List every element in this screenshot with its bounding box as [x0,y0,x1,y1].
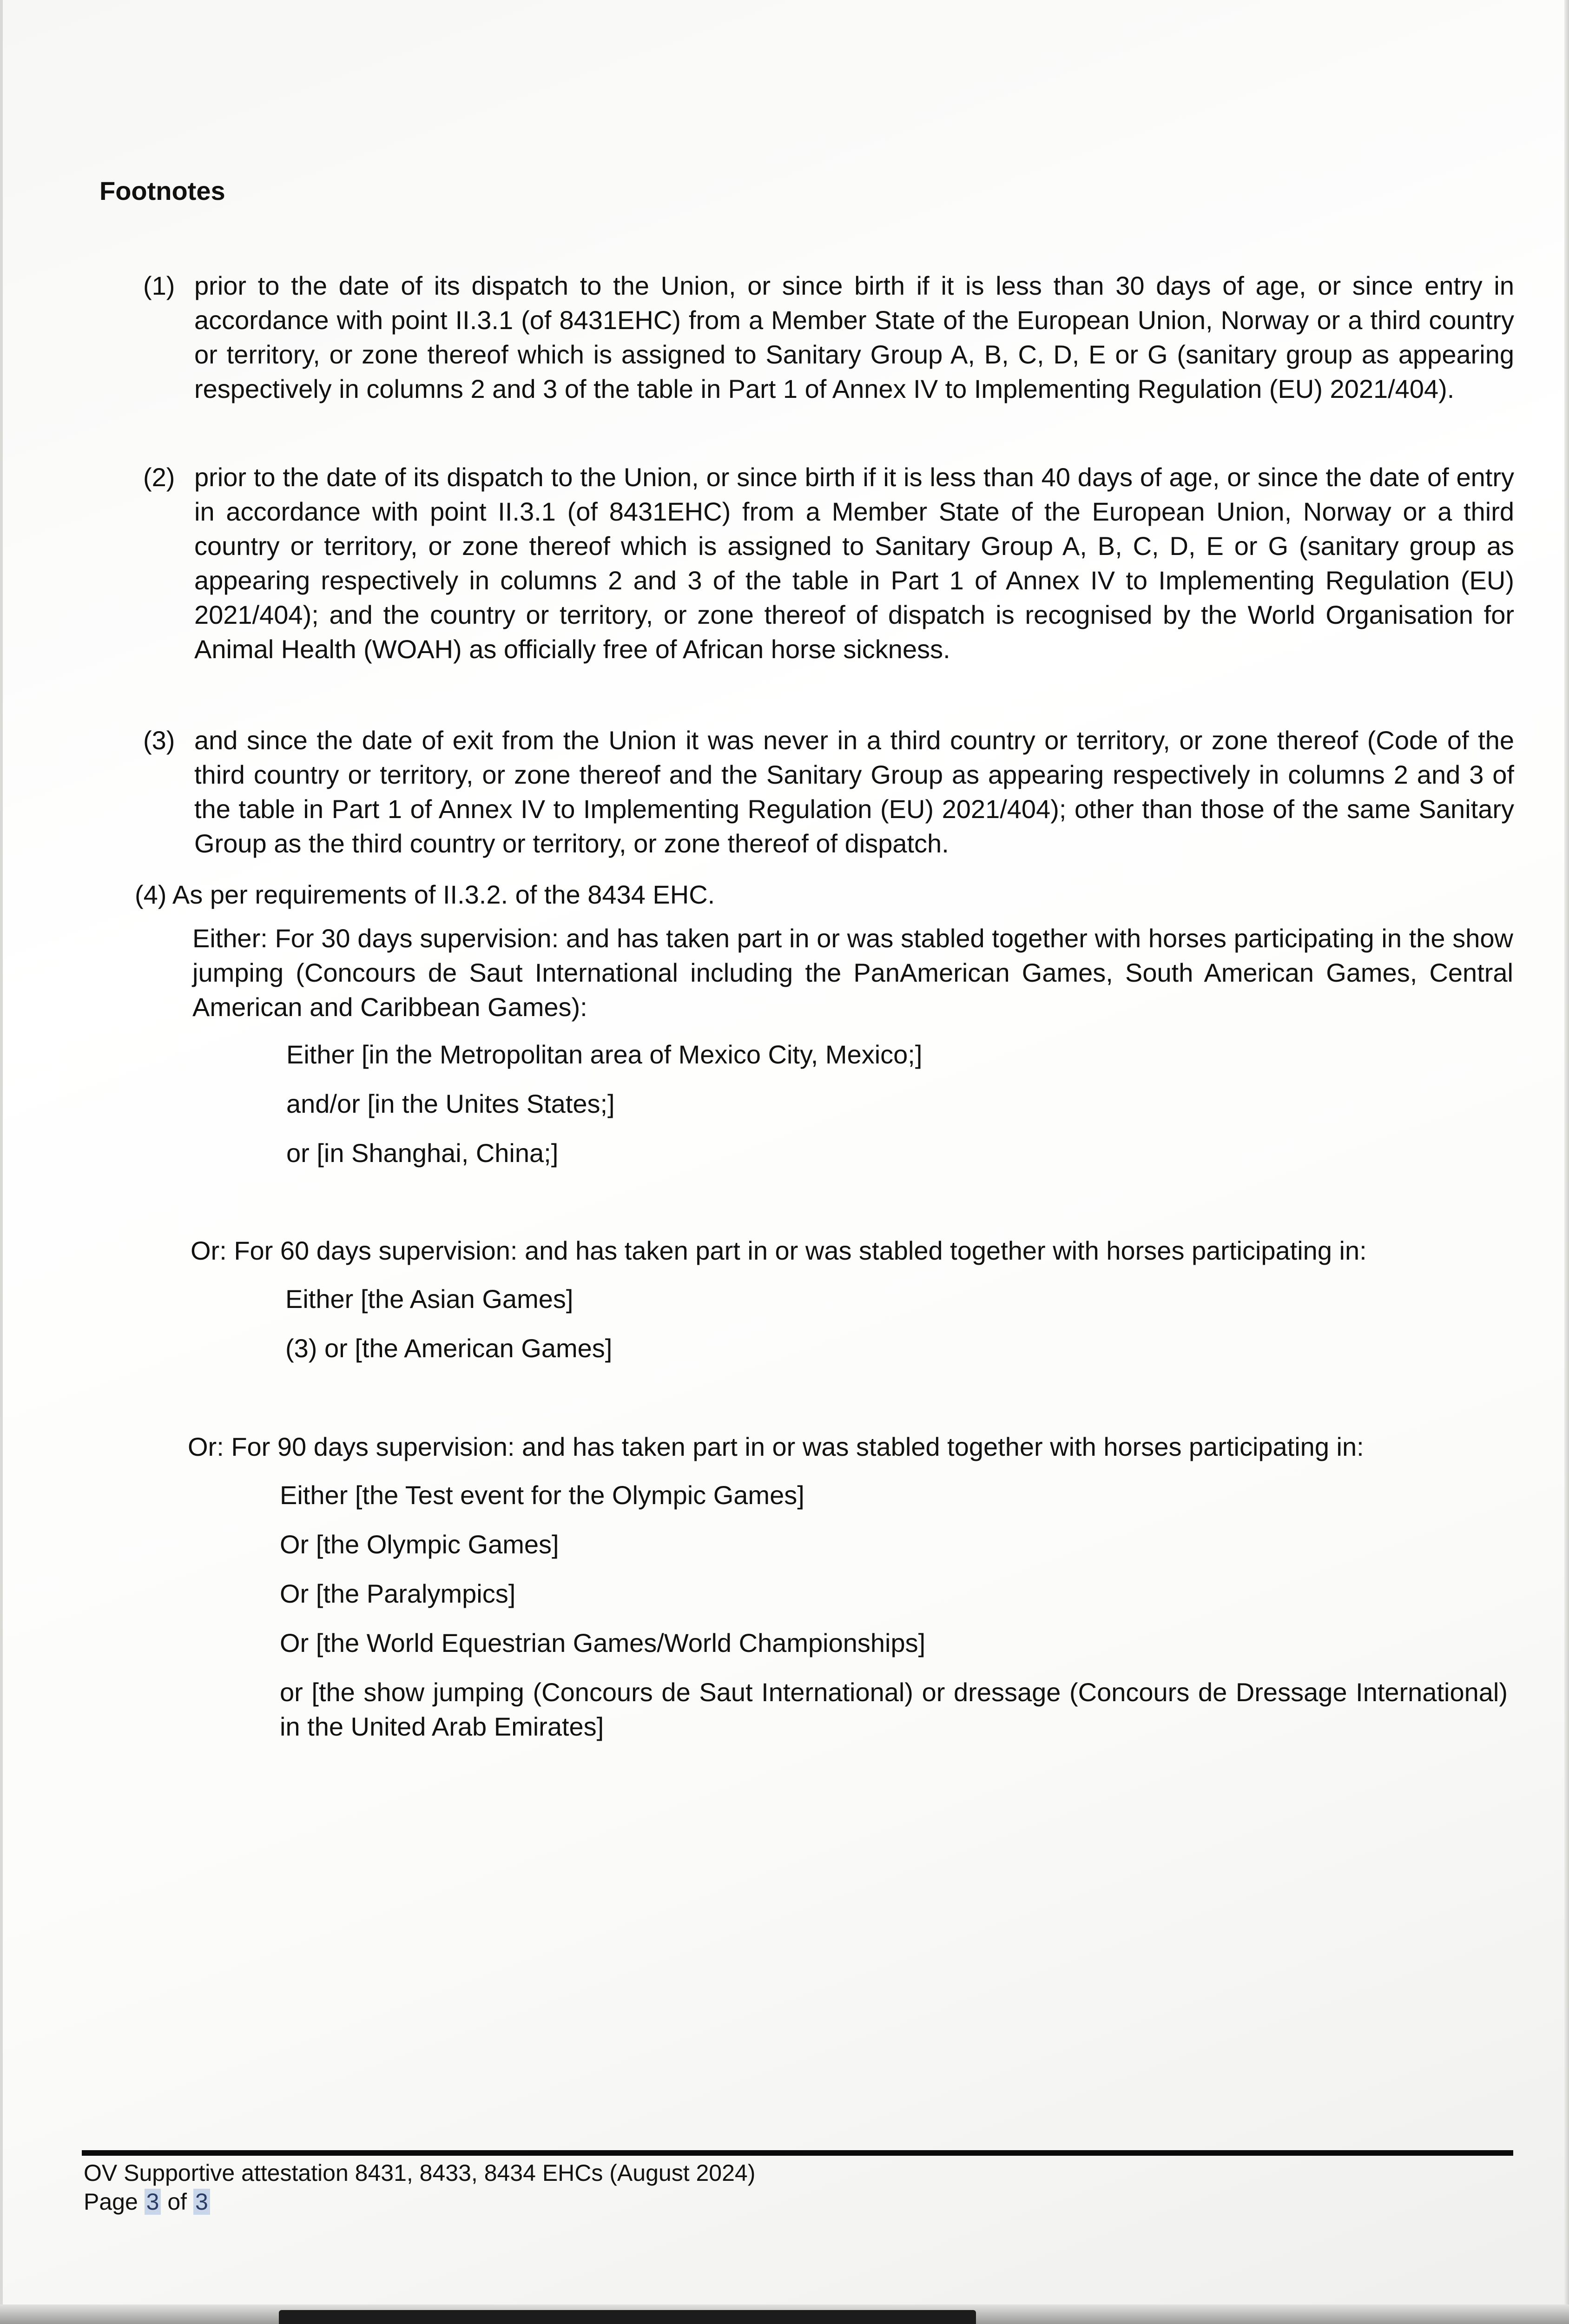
footer-page-number [84,2187,210,2216]
option-90-item: Or [the Paralympics] [280,1579,516,1608]
option-90-item: Or [the Olympic Games] [280,1530,559,1559]
footnote-number: (3) [143,726,175,755]
footnote-3 [143,723,1514,861]
page-right-edge [1564,0,1569,2324]
option-60-item: Either [the Asian Games] [285,1284,574,1314]
footer-document-title: OV Supportive attestation 8431, 8433, 8434 EHCs (August 2024) [84,2160,756,2186]
option-90-item: or [the show jumping (Concours de Saut International) or dressage (Concours de Dressage International) in the United Arab Emirates] [280,1677,1508,1741]
option-60-item: (3) or [the American Games] [285,1334,613,1363]
footnote-number: (2) [143,462,175,492]
footer-rule [82,2150,1513,2156]
page-total: 3 [193,2189,210,2215]
footnote-text: prior to the date of its dispatch to the Union, or since birth if it is less than 40 days of age, or since the date of entry in accordance with point II.3.1 (of 8431EHC) from a Member State of the European Union, Norway or a third country or territory, or zone thereof which is assigned to Sanitary Group A, B, C, D, E or G (sanitary group as appearing respectively in columns 2 and 3 of the table in Part 1 of Annex IV to Implementing Regulation (EU) 2021/404); and the country or territory, or zone thereof of dispatch is recognised by the World Organisation for Animal Health (WOAH) as officially free of African horse sickness. [194,462,1514,664]
footnote-text: prior to the date of its dispatch to the Union, or since birth if it is less than 30 days of age, or since entry in accordance with point II.3.1 (of 8431EHC) from a Member State of the European Union, Norway or a third country or territory, or zone thereof which is assigned to Sanitary Group A, B, C, D, E or G (sanitary group as appearing respectively in columns 2 and 3 of the table in Part 1 of Annex IV to Implementing Regulation (EU) 2021/404). [194,271,1514,403]
page-prefix: Page [84,2189,145,2215]
page-left-edge [0,0,3,2324]
page-current: 3 [145,2189,161,2215]
option-30-item: or [in Shanghai, China;] [286,1138,559,1168]
footnote-text: and since the date of exit from the Union it was never in a third country or territory, or zone thereof (Code of the third country or territory, or zone thereof and the Sanitary Group as appearing respectively in columns 2 and 3 of the table in Part 1 of Annex IV to Implementing Regulation (EU) 2021/404); other than those of the same Sanitary Group as the third country or territory, or zone thereof of dispatch. [194,726,1514,858]
option-30-days: Either: For 30 days supervision: and has taken part in or was stabled together with horses participating in the show jumping (Concours de Saut International including the PanAmerican Games, South American Games, Central American and Caribbean Games): [192,924,1513,1022]
footnote-number: (1) [143,271,175,300]
footnote-1 [143,269,1514,406]
option-90-item: Or [the World Equestrian Games/World Championships] [280,1628,926,1657]
option-60-days: Or: For 60 days supervision: and has taken part in or was stabled together with horses participating in: [191,1236,1367,1265]
page-bottom-object [279,2310,976,2324]
option-30-item: Either [in the Metropolitan area of Mexico City, Mexico;] [286,1040,923,1069]
footnote-4-intro: (4) As per requirements of II.3.2. of the 8434 EHC. [135,880,715,909]
option-90-days: Or: For 90 days supervision: and has taken part in or was stabled together with horses participating in: [188,1432,1364,1461]
option-90-item: Either [the Test event for the Olympic Games] [280,1480,804,1510]
page-heading: Footnotes [99,176,225,205]
page-middle: of [161,2189,193,2215]
footnote-2 [143,460,1514,667]
option-30-item: and/or [in the Unites States;] [286,1089,615,1118]
